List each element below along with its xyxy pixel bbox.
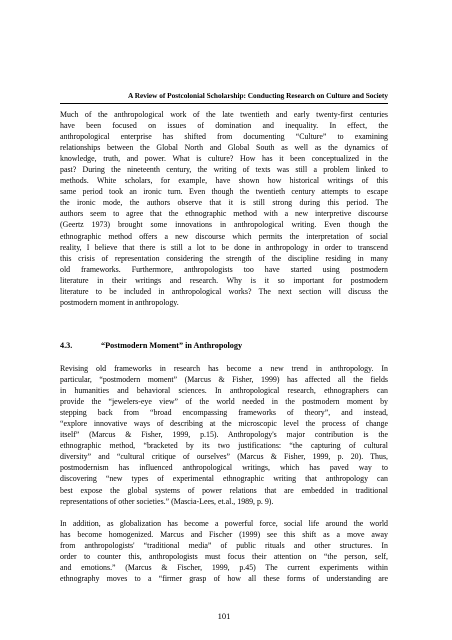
text-line: anthropological enterprise has shifted from documenting “Culture” to examining <box>60 132 388 142</box>
text-line: has become homogenized. Marcus and Fischer (1999) see this shift as a move away <box>60 530 388 540</box>
text-line: itself” (Marcus & Fisher, 1999, p.15). Anthropology's major contribution is the <box>60 430 388 440</box>
text-line: In addition, as globalization has become a powerful force, social life around the world <box>60 519 388 528</box>
paragraph-2 <box>60 363 388 507</box>
text-line: knowledge, truth, and power. What is culture? How has it been conceptualized in the <box>60 154 388 164</box>
section-number: 4.3. <box>60 341 73 350</box>
text-line: in humanities and behavioral sciences. In anthropological research, ethnographers can <box>60 386 388 396</box>
paragraph-1 <box>60 109 388 308</box>
text-line: Revising old frameworks in research has become a new trend in anthropology. In <box>60 364 388 373</box>
text-line: and emotions.” (Marcus & Fischer, 1999, p.45) The current experiments within <box>60 563 388 573</box>
text-line: reality, I believe that there is still a lot to be done in anthropology in order to transcend <box>60 242 388 252</box>
text-line: literature in their writings and research. Why is it so important for postmodern <box>60 275 388 285</box>
text-line: old frameworks. Furthermore, anthropologists too have started using postmodern <box>60 264 388 274</box>
text-line: representations of other societies.” (Mascia-Lees, et.al., 1989, p. 9). <box>60 496 274 506</box>
text-line: relationships between the Global North and Global South as well as the dynamics of <box>60 143 388 153</box>
text-line: literature to be included in anthropological works? The next section will discuss the <box>60 286 388 296</box>
text-line: Much of the anthropological work of the late twentieth and early twenty-first centuries <box>60 110 388 119</box>
header-rule <box>60 103 388 104</box>
section-title: “Postmodern Moment” in Anthropology <box>101 341 243 350</box>
text-line: ethnography moves to a “firmer grasp of how all these forms of understanding are <box>60 574 388 584</box>
text-line: same period took an ironic turn. Even though the twentieth century attempts to escape <box>60 187 388 197</box>
text-line: stepping back from “broad encompassing frameworks of theory”, and instead, <box>60 408 388 418</box>
section-heading <box>60 340 388 351</box>
text-line: particular, “postmodern moment” (Marcus & Fisher, 1999) has affected all the fields <box>60 375 388 385</box>
text-line: order to counter this, anthropologists must focus their attention on “the person, self, <box>60 552 388 562</box>
text-line: this crisis of representation considering the strength of the discipline residing in many <box>60 253 388 263</box>
text-line: provide the “jewelers-eye view” of the world needed in the postmodern moment by <box>60 397 388 407</box>
text-line: postmodern moment in anthropology. <box>60 297 179 307</box>
text-line: authors seem to agree that the ethnographic method with a new interpretive discourse <box>60 209 388 219</box>
text-line: postmodernism has influenced anthropological writings, which has paved way to <box>60 463 388 473</box>
text-line: past? During the nineteenth century, the writing of texts was still a problem linked to <box>60 165 388 175</box>
text-line: ethnographic method, “bracketed by its two justifications: “the capturing of cultural <box>60 441 388 451</box>
text-line: ethnographic method offers a new discourse which permits the interpretation of social <box>60 231 388 241</box>
paragraph-3 <box>60 518 388 584</box>
text-line: from anthropologists' “traditional media” of public rituals and other structures. In <box>60 541 388 551</box>
text-line: “explore innovative ways of describing at the microscopic level the process of change <box>60 419 388 429</box>
text-line: best expose the global systems of power relations that are embedded in traditional <box>60 485 388 495</box>
running-head: A Review of Postcolonial Scholarship: Conducting Research on Culture and Society <box>128 91 388 100</box>
text-line: the ironic mode, the authors observe that it is still strong during this period. The <box>60 198 388 208</box>
text-line: discovering “new types of experimental ethnographic writing that anthropology can <box>60 474 388 484</box>
text-line: have been focused on issues of domination and inequality. In effect, the <box>60 121 388 131</box>
page-number: 101 <box>217 611 231 621</box>
text-line: diversity” and “cultural critique of ourselves” (Marcus & Fisher, 1999, p. 20). Thus, <box>60 452 388 462</box>
text-line: (Geertz 1973) brought some innovations in anthropological writing. Even though the <box>60 220 388 230</box>
text-line: methods. White scholars, for example, have shown how historical writings of this <box>60 176 388 186</box>
